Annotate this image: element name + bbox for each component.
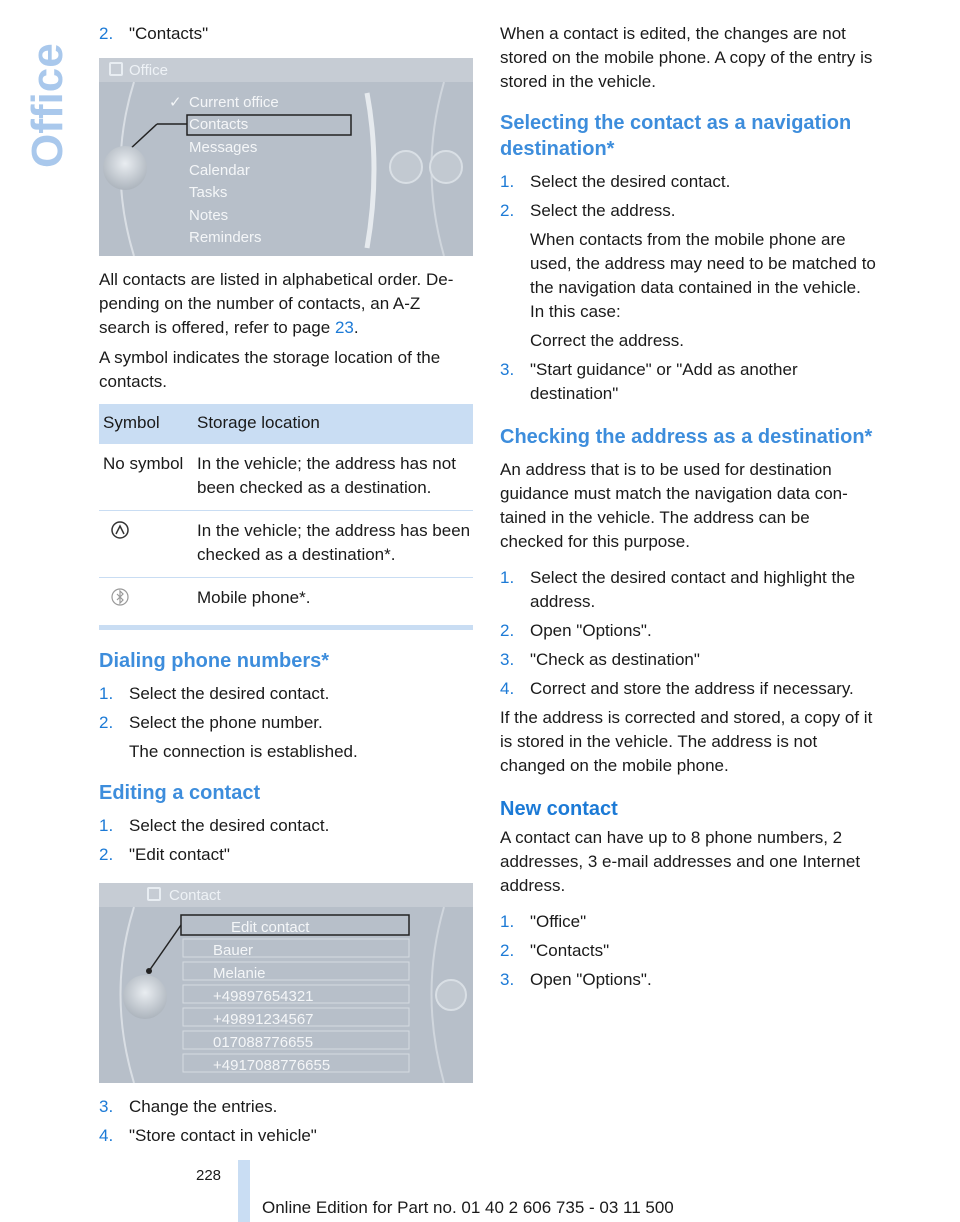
- step-text: "Contacts": [129, 24, 209, 43]
- contact-field-home-phone[interactable]: +49897654321: [213, 988, 314, 1005]
- new-contact-step-3: [500, 968, 876, 992]
- section-side-title: [20, 40, 72, 170]
- options-icon: [429, 150, 463, 184]
- step-number: 2.: [500, 941, 515, 960]
- controller-knob-icon: [123, 975, 167, 1019]
- phone-icon: [109, 586, 131, 608]
- contact-field-mobile[interactable]: +4917088776655: [213, 1057, 331, 1074]
- step-number: 3.: [500, 970, 515, 989]
- step-number: 2.: [500, 201, 515, 220]
- footer-edition: Online Edition for Part no. 01 40 2 606 735 - 03 11 500: [262, 1198, 674, 1217]
- step-contacts: [99, 22, 473, 46]
- footer-accent-bar: [238, 1160, 250, 1222]
- nav-step-3: [500, 358, 876, 406]
- step-text: "Start guidance" or "Add as another destination": [530, 360, 798, 403]
- flag-icon: [109, 519, 131, 541]
- page-number: 228: [196, 1167, 222, 1184]
- step-text: "Office": [530, 912, 587, 931]
- menu-item-notes[interactable]: Notes: [189, 207, 229, 224]
- paragraph-end: .: [353, 318, 359, 337]
- editing-step-1: [99, 814, 473, 838]
- add-icon: [435, 979, 467, 1011]
- right-column: [500, 22, 876, 997]
- table-header-location: Storage location: [193, 404, 473, 444]
- contact-field-office-phone[interactable]: +49891234567: [213, 1011, 314, 1028]
- check-icon: ✓: [169, 94, 182, 111]
- step-text: Select the address.: [530, 201, 676, 220]
- menu-item-reminders[interactable]: Reminders: [189, 229, 262, 246]
- step-text: Select the phone number.: [129, 713, 323, 732]
- table-cell-location: Mobile phone*.: [193, 578, 473, 628]
- step-number: 1.: [500, 912, 515, 931]
- check-step-1: [500, 566, 876, 614]
- screen-title: Contact: [169, 887, 221, 904]
- menu-item-calendar[interactable]: Calendar: [189, 162, 250, 179]
- step-number: 1.: [99, 816, 114, 835]
- step-number: 2.: [99, 845, 114, 864]
- new-contact-heading: New contact: [500, 798, 618, 820]
- check-heading: Checking the address as a destination*: [500, 426, 873, 448]
- step-text: "Check as destination": [530, 650, 700, 669]
- step-number: 2.: [99, 24, 114, 43]
- step-text: Open "Options".: [530, 621, 652, 640]
- table-row: [99, 444, 473, 511]
- step-number: 1.: [500, 568, 515, 587]
- editing-step-4: [99, 1124, 473, 1148]
- new-contact-step-1: [500, 910, 876, 934]
- step-number: 2.: [99, 713, 114, 732]
- editing-step-2: [99, 843, 473, 867]
- edit-contact-item[interactable]: Edit contact: [231, 919, 310, 936]
- table-header-row: [99, 404, 473, 444]
- step-number: 2.: [500, 621, 515, 640]
- table-row: [99, 511, 473, 578]
- section-title-text: Office: [23, 43, 72, 168]
- screen-title: Office: [129, 62, 168, 79]
- nav-step-2: [500, 199, 876, 223]
- page-link[interactable]: 23: [334, 318, 354, 337]
- step-text: Change the entries.: [129, 1097, 278, 1116]
- step-text: Select the desired contact.: [530, 172, 731, 191]
- contacts-order-paragraph: [99, 268, 473, 340]
- step-number: 4.: [500, 679, 515, 698]
- office-menu-screenshot: [99, 58, 473, 256]
- check-step-3: [500, 648, 876, 672]
- check-step-4: [500, 677, 876, 701]
- step-text: Select the desired contact.: [129, 684, 330, 703]
- step-number: 4.: [99, 1126, 114, 1145]
- step-number: 1.: [99, 684, 114, 703]
- nav-step-1: [500, 170, 876, 194]
- table-cell-location: In the vehicle; the address has not been checked as a destination.: [193, 444, 473, 511]
- dialing-step-1: [99, 682, 473, 706]
- edit-intro-paragraph: When a contact is edited, the changes are not stored on the mobile phone. A copy of the entry is stored in the vehicle.: [500, 24, 873, 91]
- step-text: Select the desired contact.: [129, 816, 330, 835]
- table-cell-symbol: No symbol: [99, 444, 193, 511]
- left-column: [99, 22, 473, 1153]
- menu-item-current-office[interactable]: Current office: [189, 94, 279, 111]
- dialing-heading: Dialing phone numbers*: [99, 650, 330, 672]
- step-text: "Contacts": [530, 941, 610, 960]
- contact-screenshot: [99, 883, 473, 1083]
- table-header-symbol: Symbol: [99, 404, 193, 444]
- step-text: "Store contact in vehicle": [129, 1126, 317, 1145]
- nav-heading: Selecting the contact as a navigation destination*: [500, 112, 852, 160]
- table-row: [99, 578, 473, 628]
- notes-icon: [389, 150, 423, 184]
- check-step-2: [500, 619, 876, 643]
- step-number: 3.: [500, 360, 515, 379]
- table-cell-location: In the vehicle; the address has been checked as a destination*.: [193, 511, 473, 578]
- storage-location-table: [99, 404, 473, 630]
- step-text: Select the desired contact and highlight the address.: [530, 568, 856, 611]
- menu-item-tasks[interactable]: Tasks: [189, 184, 228, 201]
- contact-field-surname[interactable]: Bauer: [213, 942, 254, 959]
- paragraph-text: All contacts are listed in alphabetical order. Depending on the number of contacts, an A-Z search is offered, refer to page: [99, 270, 454, 337]
- dialing-step-2: [99, 711, 473, 735]
- new-contact-step-2: [500, 939, 876, 963]
- step-number: 3.: [500, 650, 515, 669]
- controller-knob-icon: [103, 146, 147, 190]
- step-text: "Edit contact": [129, 845, 230, 864]
- nav-note: When contacts from the mobile phone are used, the address may need to be matched to the navigation data contained in the vehicle. In this case:: [530, 230, 876, 321]
- contact-field-phone[interactable]: 017088776655: [213, 1034, 314, 1051]
- step-text: Open "Options".: [530, 970, 652, 989]
- editing-heading: Editing a contact: [99, 782, 261, 804]
- symbol-paragraph: A symbol indicates the storage location of the contacts.: [99, 348, 441, 391]
- menu-item-contacts[interactable]: Contacts: [189, 116, 249, 133]
- menu-item-messages[interactable]: Messages: [189, 139, 258, 156]
- check-intro: An address that is to be used for destination guidance must match the navigation data contained in the vehicle. The address can be checked for this purpose.: [500, 460, 848, 551]
- contact-field-firstname[interactable]: Melanie: [213, 965, 266, 982]
- nav-correct-note: Correct the address.: [530, 331, 685, 350]
- step-number: 1.: [500, 172, 515, 191]
- editing-step-3: [99, 1095, 473, 1119]
- check-outro: If the address is corrected and stored, a copy of it is stored in the vehicle. The address is not changed on the mobile phone.: [500, 708, 873, 775]
- step-number: 3.: [99, 1097, 114, 1116]
- step-text: Correct and store the address if necessary.: [530, 679, 854, 698]
- new-contact-intro: A contact can have up to 8 phone numbers, 2 addresses, 3 e-mail addresses and one Internet address.: [500, 828, 861, 895]
- dialing-note: The connection is established.: [129, 742, 358, 761]
